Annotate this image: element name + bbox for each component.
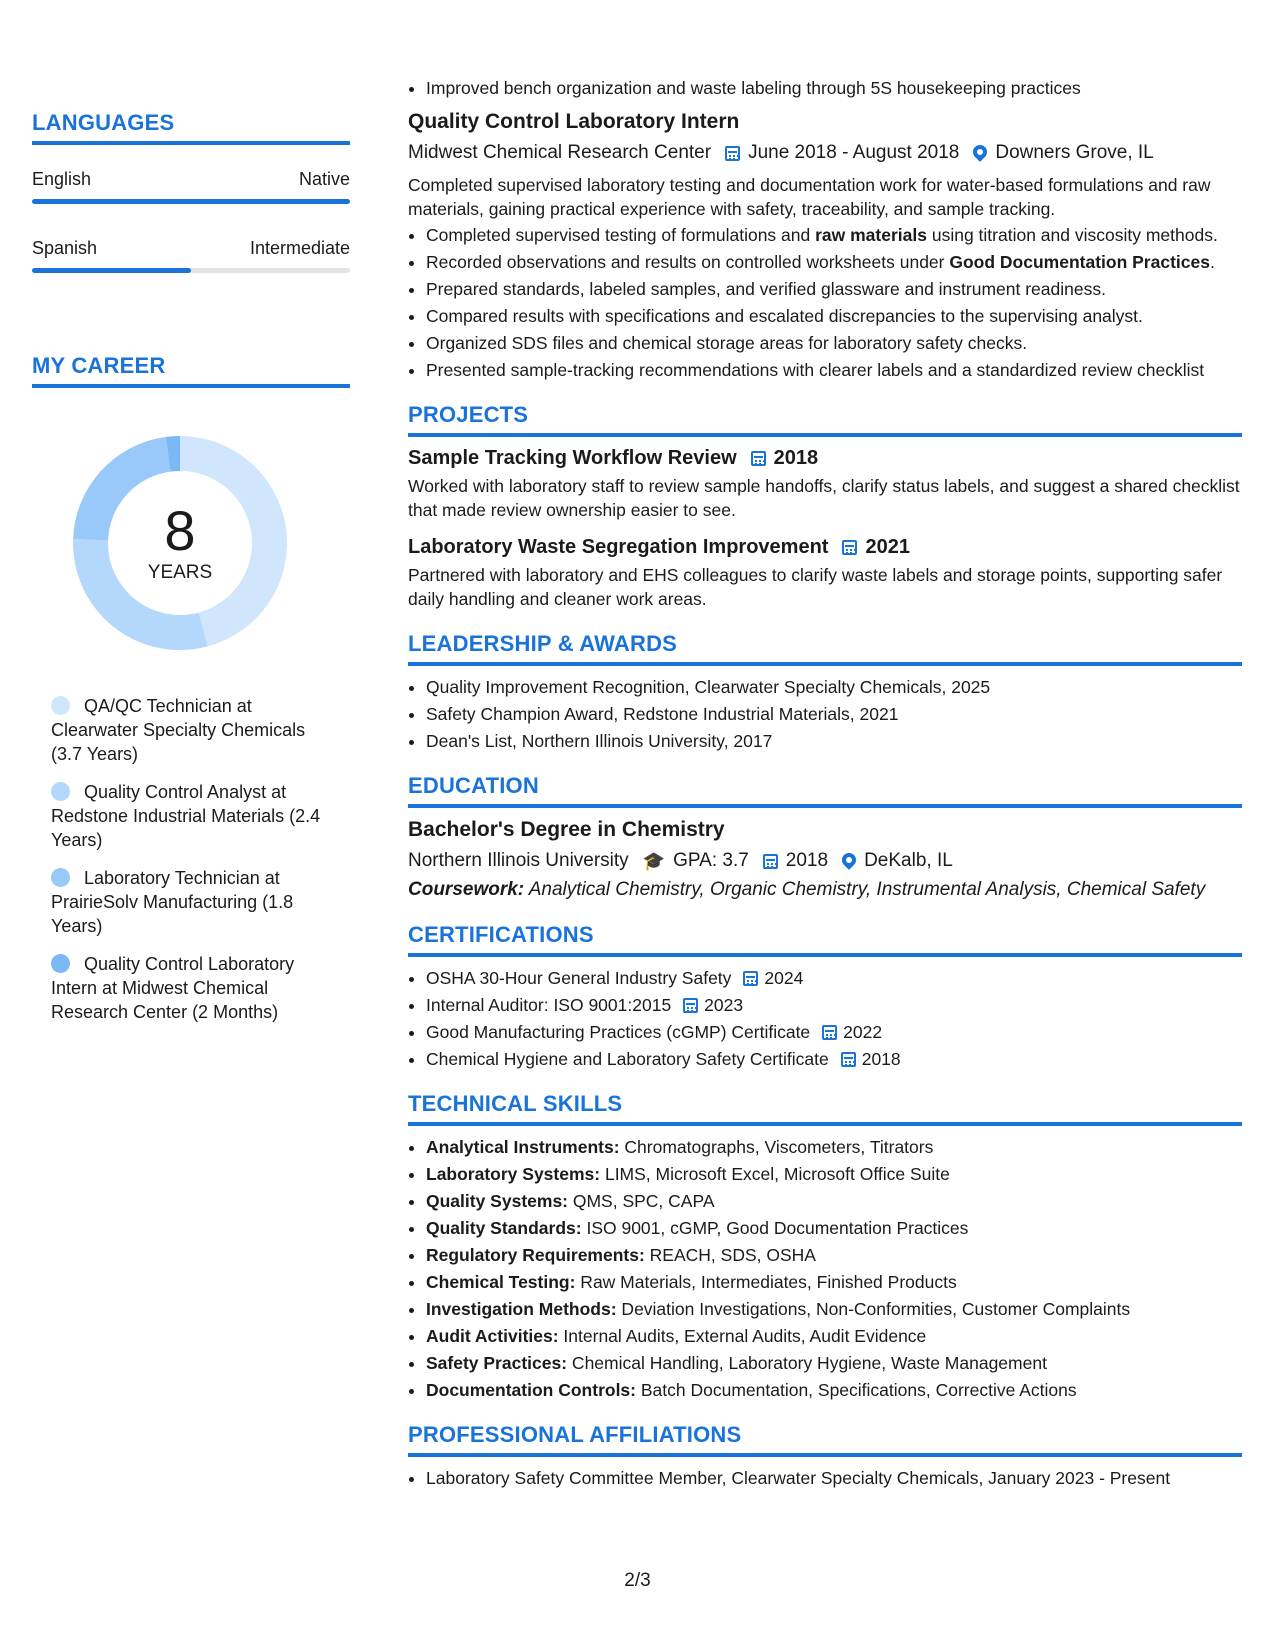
list-item: • Safety Champion Award, Redstone Industrial Materials, 2021 (426, 702, 1242, 726)
calendar-icon (751, 448, 766, 469)
language-row (32, 169, 350, 190)
list-item: • Documentation Controls: Batch Documentation, Specifications, Corrective Actions (426, 1378, 1242, 1402)
calendar-icon (841, 1049, 856, 1069)
career-total-unit: YEARS (147, 562, 213, 583)
job-title: Quality Control Laboratory Intern (408, 110, 740, 133)
job-summary: Completed supervised laboratory testing and documentation work for water-based formulations and raw materials, gaining practical experience with safety, traceability, and sample tracking. (408, 175, 1211, 219)
coursework: Coursework: Analytical Chemistry, Organic Chemistry, Instrumental Analysis, Chemical Safety (408, 879, 1206, 900)
language-level-fill (32, 199, 350, 204)
career-legend-item (51, 952, 326, 1024)
job-meta (408, 142, 1242, 164)
project-description: Worked with laboratory staff to review sample handoffs, clarify status labels, and suggest a shared checklist that made review ownership easier to see. (408, 476, 1240, 520)
section-divider (408, 1122, 1242, 1126)
languages-title: LANGUAGES (32, 110, 175, 135)
education-title: EDUCATION (408, 773, 539, 798)
job-company: Midwest Chemical Research Center (408, 142, 712, 163)
list-item: • Organized SDS files and chemical storage areas for laboratory safety checks. (426, 331, 1242, 355)
section-divider (408, 433, 1242, 437)
certifications-section (408, 922, 1242, 1071)
list-item: • Regulatory Requirements: REACH, SDS, OSHA (426, 1243, 1242, 1267)
page-number: 2/3 (624, 1570, 651, 1591)
list-item: • Internal Auditor: ISO 9001:2015 2023 (426, 993, 1242, 1017)
section-divider (408, 662, 1242, 666)
experience-entry (408, 110, 1242, 382)
graduation-cap-icon: 🎓 (642, 850, 666, 871)
education-meta (408, 850, 1242, 872)
languages-section (32, 110, 350, 273)
skills-list (408, 1135, 1242, 1402)
projects-title: PROJECTS (408, 402, 529, 427)
graduation-year: 2018 (785, 850, 829, 871)
legend-dot-icon (51, 954, 70, 973)
sidebar (32, 110, 350, 1038)
project-title (408, 447, 1242, 470)
list-item: • Compared results with specifications and escalated discrepancies to the supervising analyst. (426, 304, 1242, 328)
list-item: • Quality Improvement Recognition, Clearwater Specialty Chemicals, 2025 (426, 675, 1242, 699)
career-legend-label: QA/QC Technician at Clearwater Specialty Chemicals (3.7 Years) (51, 696, 306, 764)
list-item: • Quality Standards: ISO 9001, cGMP, Good Documentation Practices (426, 1216, 1242, 1240)
career-section (32, 353, 350, 1024)
list-item: • Good Manufacturing Practices (cGMP) Certificate 2022 (426, 1020, 1242, 1044)
section-divider (32, 141, 350, 145)
list-item: • Laboratory Safety Committee Member, Clearwater Specialty Chemicals, January 2023 - Present (426, 1466, 1242, 1490)
calendar-icon (763, 851, 778, 872)
list-item: • Chemical Testing: Raw Materials, Intermediates, Finished Products (426, 1270, 1242, 1294)
list-item: • Chemical Hygiene and Laboratory Safety Certificate 2018 (426, 1047, 1242, 1071)
education-section (408, 773, 1242, 902)
location-pin-icon (973, 143, 987, 164)
list-item: • Prepared standards, labeled samples, and verified glassware and instrument readiness. (426, 277, 1242, 301)
awards-list (408, 675, 1242, 753)
career-legend-label: Laboratory Technician at PrairieSolv Manufacturing (1.8 Years) (51, 868, 294, 936)
project-title (408, 536, 1242, 559)
career-legend-label: Quality Control Laboratory Intern at Midwest Chemical Research Center (2 Months) (51, 954, 295, 1022)
section-divider (408, 1453, 1242, 1457)
job-dates: June 2018 - August 2018 (748, 142, 960, 163)
list-item: • Recorded observations and results on controlled worksheets under Good Documentation Practices. (426, 250, 1242, 274)
project-description: Partnered with laboratory and EHS colleagues to clarify waste labels and storage points, supporting safer daily handling and cleaner work areas. (408, 565, 1223, 609)
main-content (408, 76, 1242, 1493)
affiliations-list (408, 1466, 1242, 1490)
list-item: • Safety Practices: Chemical Handling, Laboratory Hygiene, Waste Management (426, 1351, 1242, 1375)
location-pin-icon (842, 851, 856, 872)
calendar-icon (842, 537, 857, 558)
list-item: • Presented sample-tracking recommendations with clearer labels and a standardized review checklist (426, 358, 1242, 382)
legend-dot-icon (51, 696, 70, 715)
career-legend-item (51, 780, 326, 852)
list-item: • Improved bench organization and waste labeling through 5S housekeeping practices (426, 76, 1242, 100)
career-legend-item (51, 694, 326, 766)
career-total (65, 428, 295, 658)
projects-section (408, 402, 1242, 611)
list-item: • Analytical Instruments: Chromatographs, Viscometers, Titrators (426, 1135, 1242, 1159)
section-divider (408, 953, 1242, 957)
language-level: Intermediate (249, 238, 350, 258)
list-item: • Investigation Methods: Deviation Investigations, Non-Conformities, Customer Complaints (426, 1297, 1242, 1321)
language-name: English (32, 169, 92, 189)
section-divider (32, 384, 350, 388)
project-name: Sample Tracking Workflow Review (408, 447, 737, 469)
project-name: Laboratory Waste Segregation Improvement (408, 536, 829, 558)
section-divider (408, 804, 1242, 808)
affiliations-title: PROFESSIONAL AFFILIATIONS (408, 1422, 742, 1447)
school-location: DeKalb, IL (864, 850, 953, 871)
list-item: • OSHA 30-Hour General Industry Safety 2024 (426, 966, 1242, 990)
job-location: Downers Grove, IL (995, 142, 1154, 163)
legend-dot-icon (51, 868, 70, 887)
list-item: • Completed supervised testing of formulations and raw materials using titration and viscosity methods. (426, 223, 1242, 247)
list-item: • Laboratory Systems: LIMS, Microsoft Excel, Microsoft Office Suite (426, 1162, 1242, 1186)
calendar-icon (725, 143, 740, 164)
school-name: Northern Illinois University (408, 850, 629, 871)
calendar-icon (683, 995, 698, 1015)
affiliations-section (408, 1422, 1242, 1490)
career-total-number: 8 (164, 499, 196, 562)
degree-title: Bachelor's Degree in Chemistry (408, 818, 725, 841)
list-item: • Dean's List, Northern Illinois University, 2017 (426, 729, 1242, 753)
career-donut-chart (65, 428, 295, 658)
job-bullets (408, 223, 1242, 382)
legend-dot-icon (51, 782, 70, 801)
career-legend-item (51, 866, 326, 938)
certifications-title: CERTIFICATIONS (408, 922, 594, 947)
language-level-fill (32, 268, 191, 273)
project-year: 2021 (865, 536, 910, 558)
experience-bullets-top (408, 76, 1242, 100)
gpa: GPA: 3.7 (673, 850, 749, 871)
career-legend-label: Quality Control Analyst at Redstone Industrial Materials (2.4 Years) (51, 782, 321, 850)
awards-section (408, 631, 1242, 753)
language-level-bar (32, 199, 350, 204)
skills-title: TECHNICAL SKILLS (408, 1091, 623, 1116)
career-title: MY CAREER (32, 353, 166, 378)
awards-title: LEADERSHIP & AWARDS (408, 631, 678, 656)
list-item: • Audit Activities: Internal Audits, External Audits, Audit Evidence (426, 1324, 1242, 1348)
skills-section (408, 1091, 1242, 1402)
project-year: 2018 (773, 447, 819, 469)
language-row (32, 238, 350, 259)
language-name: Spanish (32, 238, 98, 258)
list-item: • Quality Systems: QMS, SPC, CAPA (426, 1189, 1242, 1213)
certifications-list (408, 966, 1242, 1071)
career-legend (51, 694, 326, 1024)
calendar-icon (743, 968, 758, 988)
language-level-bar (32, 268, 350, 273)
calendar-icon (822, 1022, 837, 1042)
language-level: Native (298, 169, 350, 189)
